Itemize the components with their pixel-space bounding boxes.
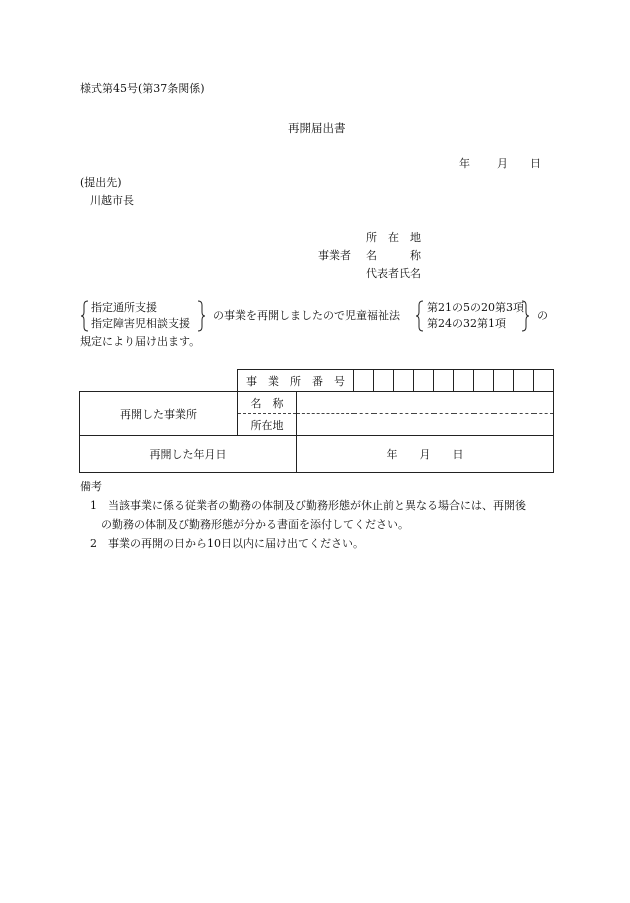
service-option-2: 指定障害児相談支援 [91,317,190,330]
office-number-digit-9[interactable] [514,370,534,392]
office-name-row [80,392,554,414]
office-number-digit-6[interactable] [454,370,474,392]
office-location-label: 所在地 [238,414,297,436]
office-number-digit-10[interactable] [534,370,554,392]
office-number-digit-4[interactable] [414,370,434,392]
office-number-digit-2[interactable] [374,370,394,392]
right-brace-icon [196,300,206,332]
notes-section [80,477,526,553]
right-brace-icon-2 [520,300,530,332]
applicant-name-label: 名 称 [366,249,421,262]
blank-cell [80,370,238,392]
statement-suffix: の [537,309,548,322]
article-option-1: 第21の5の20第3項 [427,301,524,314]
recipient-label: (提出先) [80,176,122,189]
representative-label: 代表者氏名 [366,267,421,280]
date-month-label: 月 [497,157,508,170]
left-brace-icon-2 [415,300,425,332]
statement-line2: 規定により届け出ます。 [80,335,201,348]
office-number-digit-5[interactable] [434,370,454,392]
applicant-group-label: 事業者 [318,249,351,262]
reopen-date-row [80,436,554,473]
office-number-row [80,370,554,392]
reopen-date-label: 再開した年月日 [80,436,297,473]
office-number-label: 事 業 所 番 号 [238,370,354,392]
office-name-field[interactable] [297,392,554,414]
office-label: 再開した事業所 [80,392,238,436]
recipient-name: 川越市長 [90,194,134,207]
registration-table [79,369,554,473]
reopen-date-field[interactable]: 年 月 日 [297,436,554,473]
office-number-digit-7[interactable] [474,370,494,392]
office-location-field[interactable] [297,414,554,436]
office-name-label: 名 称 [238,392,297,414]
article-option-2: 第24の32第1項 [427,317,506,330]
service-option-1: 指定通所支援 [91,301,157,314]
office-number-digit-8[interactable] [494,370,514,392]
form-number: 様式第45号(第37条関係) [80,82,205,95]
office-number-digit-1[interactable] [354,370,374,392]
notes-heading: 備考 [80,480,102,493]
note-item-1: 1 当該事業に係る従業者の勤務の体制及び勤務形態が休止前と異なる場合には、再開後 [90,499,526,512]
office-number-digit-3[interactable] [394,370,414,392]
date-day-label: 日 [530,157,541,170]
date-year-label: 年 [459,157,470,170]
left-brace-icon [80,300,90,332]
note-item-2: 2 事業の再開の日から10日以内に届け出てください。 [90,537,364,550]
note-item-1-cont: の勤務の体制及び勤務形態が分かる書面を添付してください。 [90,518,409,531]
statement-middle: の事業を再開しましたので児童福祉法 [213,309,400,322]
address-label: 所 在 地 [366,231,421,244]
document-title: 再開届出書 [288,121,346,135]
